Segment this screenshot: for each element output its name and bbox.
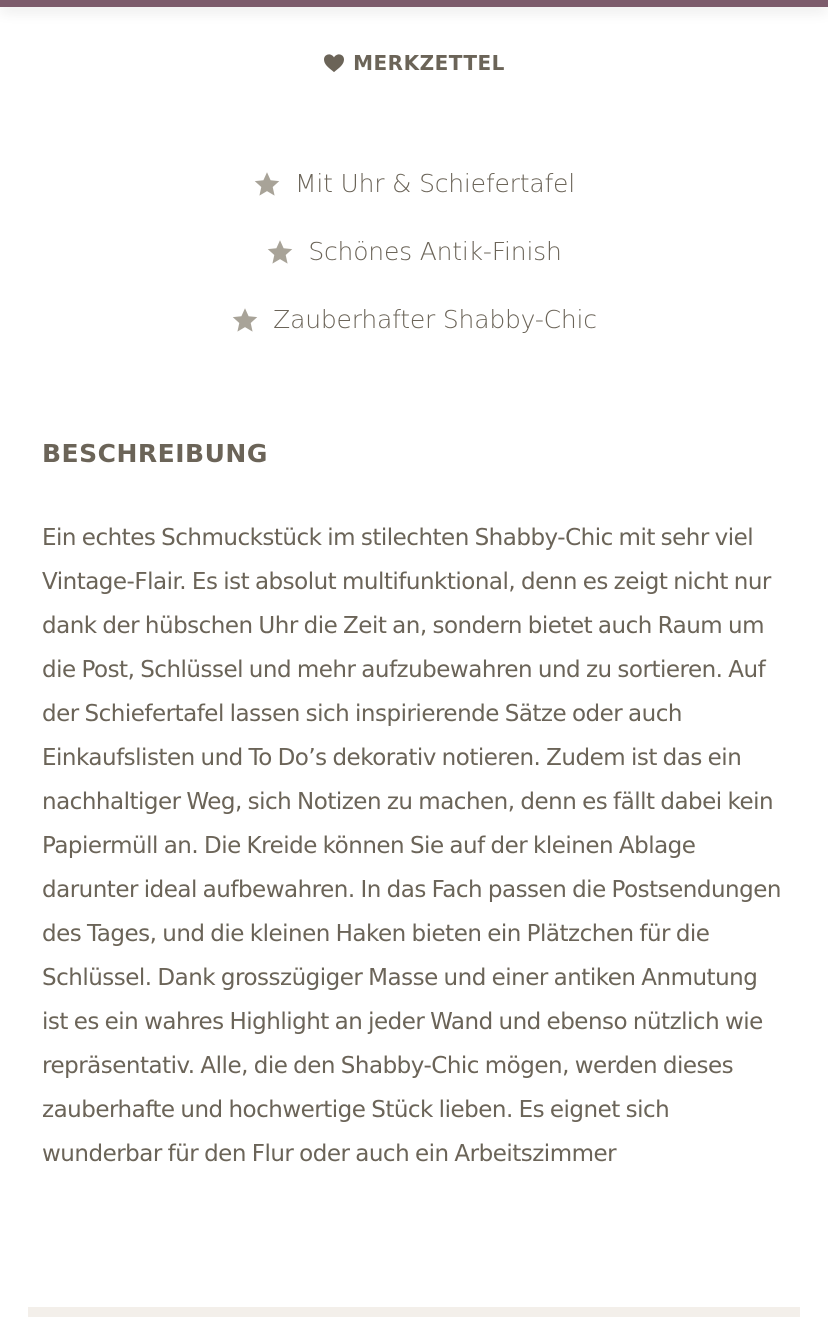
- description-title: BESCHREIBUNG: [42, 439, 268, 468]
- wishlist-button[interactable]: [0, 48, 828, 78]
- feature-label: Schönes Antik-Finish: [308, 237, 562, 266]
- section-divider: [28, 1307, 800, 1317]
- feature-item: [0, 150, 828, 218]
- feature-item: [0, 286, 828, 354]
- heart-icon: [323, 53, 345, 73]
- feature-item: [0, 218, 828, 286]
- description-text: Ein echtes Schmuckstück im stilechten Shabby-Chic mit sehr viel Vintage-Flair. Es ist absolut multifunktional, denn es zeigt nicht nur dank der hübschen Uhr die Zeit an, sondern bietet auch Raum um die Post, Schlüssel und mehr aufzubewahren und zu sortieren. Auf der Schiefertafel lassen sich inspirierende Sätze oder auch Einkaufslisten und To Do’s dekorativ notieren. Zudem ist das ein nachhaltiger Weg, sich Notizen zu machen, denn es fällt dabei kein Papiermüll an. Die Kreide können Sie auf der kleinen Ablage darunter ideal aufbewahren. In das Fach passen die Postsendungen des Tages, und die kleinen Haken bieten ein Plätzchen für die Schlüssel. Dank grosszügiger Masse und einer antiken Anmutung ist es ein wahres Highlight an jeder Wand und ebenso nützlich wie repräsentativ. Alle, die den Shabby-Chic mögen, werden dieses zauberhafte und hochwertige Stück lieben. Es eignet sich wunderbar für den Flur oder auch ein Arbeitszimmer: [42, 525, 781, 1167]
- star-icon: [253, 171, 281, 198]
- wishlist-label: MERKZETTEL: [353, 51, 505, 75]
- header-accent-bar: [0, 0, 828, 7]
- feature-label: Mit Uhr & Schiefertafel: [295, 169, 575, 198]
- feature-label: Zauberhafter Shabby-Chic: [273, 305, 597, 334]
- star-icon: [231, 307, 259, 334]
- feature-list: [0, 150, 828, 354]
- star-icon: [266, 239, 294, 266]
